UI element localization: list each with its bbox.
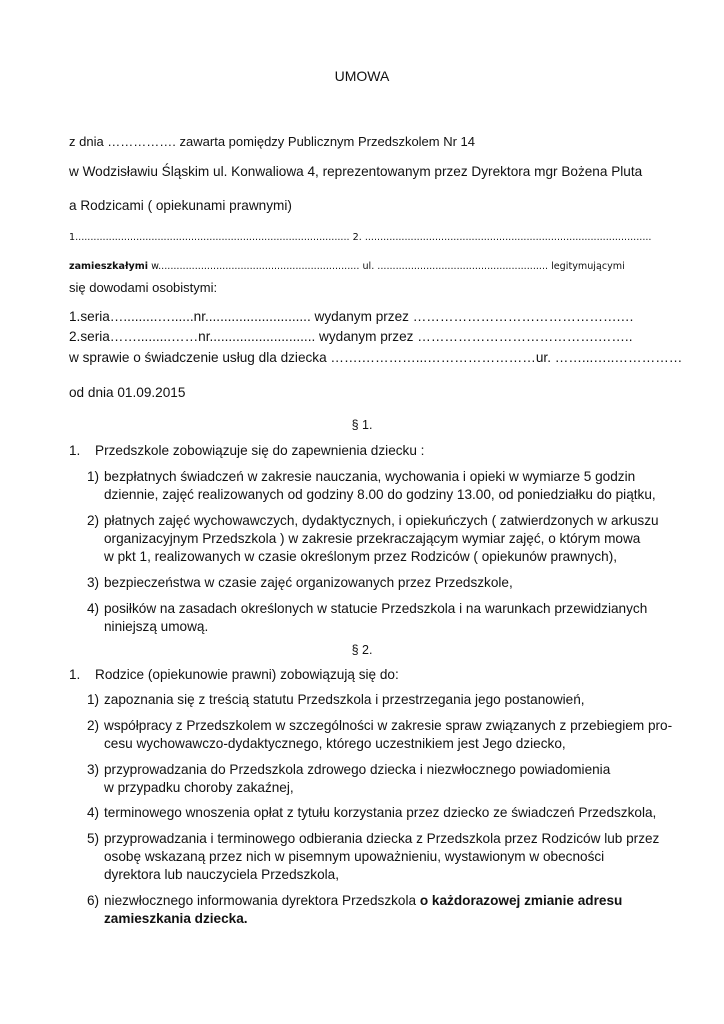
s2-item-5-number: 5)	[87, 831, 100, 846]
section-2-heading: § 2.	[351, 643, 373, 657]
s2-item-1-line-1: zapoznania się z treścią statutu Przedszkola i przestrzegania jego postanowień,	[104, 692, 585, 707]
s2-item-4-number: 4)	[87, 805, 100, 820]
parents-names-line: 1.......................................................................................... 2. ..............................................................................................	[69, 232, 652, 243]
s1-item-3-number: 3)	[87, 575, 100, 590]
id-line-1: 1.seria….........…......nr............................ wydanym przez ……………………………………….…	[69, 309, 634, 324]
s1-item-1-line-1: bezpłatnych świadczeń w zakresie nauczania, wychowania i opieki w wymiarze 5 godzin	[104, 469, 636, 484]
s2-item-2-line-2: cesu wychowawczo-dydaktycznego, którego uczestnikiem jest Jego dziecko,	[104, 736, 566, 751]
s2-item-6-bold-text: o każdorazowej zmianie adresu	[419, 893, 623, 908]
s2-item-3-line-2: w przypadku choroby zakaźnej,	[104, 780, 294, 795]
s2-item-5-line-3: dyrektora lub nauczyciela Przedszkola,	[104, 867, 339, 882]
intro-line-3: a Rodzicami ( opiekunami prawnymi)	[69, 198, 292, 213]
child-line: w sprawie o świadczenie usług dla dziecka …….…………...……………………ur. ……...…..……………	[69, 350, 683, 365]
s2-item-3-number: 3)	[87, 762, 100, 777]
intro-line-1: z dnia ……………. zawarta pomiędzy Publicznym Przedszkolem Nr 14	[69, 134, 476, 149]
s1-item-4-line-2: niniejszą umową.	[104, 619, 209, 634]
residence-rest: w.................................................................. ul. ........................................................ legitymującymi	[148, 261, 625, 272]
start-date-line: od dnia 01.09.2015	[69, 385, 186, 400]
residence-label: zamieszkałymi	[69, 261, 149, 272]
s2-item-1-number: 1)	[87, 692, 100, 707]
s1-item-4-number: 4)	[87, 601, 100, 616]
section-1-point-text: Przedszkole zobowiązuje się do zapewnienia dziecku :	[95, 443, 425, 458]
section-1-point-number: 1.	[69, 443, 81, 458]
s1-item-1-number: 1)	[87, 469, 100, 484]
s1-item-2-line-1: płatnych zajęć wychowawczych, dydaktycznych, i opiekuńczych ( zatwierdzonych w arkuszu	[104, 513, 659, 528]
s2-item-6-line-1	[104, 893, 622, 908]
s2-item-2-line-1: współpracy z Przedszkolem w szczególności w zakresie spraw związanych z przebiegiem pro-	[104, 718, 673, 733]
s2-item-6-number: 6)	[87, 893, 100, 908]
s2-item-6-line-2: zamieszkania dziecka.	[104, 911, 248, 926]
s1-item-4-line-1: posiłków na zasadach określonych w statucie Przedszkola i na warunkach przewidzianych	[104, 601, 648, 616]
s1-item-2-line-3: w pkt 1, realizowanych w czasie określonym przez Rodziców ( opiekunów prawnych),	[104, 549, 617, 564]
s2-item-6-normal-text: niezwłocznego informowania dyrektora Przedszkola	[104, 893, 420, 908]
residence-line	[69, 261, 625, 272]
s2-item-3-line-1: przyprowadzania do Przedszkola zdrowego dziecka i niezwłocznego powiadomienia	[104, 762, 611, 777]
document-title: UMOWA	[334, 68, 390, 84]
s2-item-5-line-1: przyprowadzania i terminowego odbierania dziecka z Przedszkola przez Rodziców lub przez	[104, 831, 660, 846]
s2-item-2-number: 2)	[87, 718, 100, 733]
s2-item-4-line-1: terminowego wnoszenia opłat z tytułu korzystania przez dziecko ze świadczeń Przedszkola,	[104, 805, 657, 820]
intro-line-2: w Wodzisławiu Śląskim ul. Konwaliowa 4, reprezentowanym przez Dyrektora mgr Bożena Pluta	[69, 164, 643, 179]
s1-item-3-line-1: bezpieczeństwa w czasie zajęć organizowanych przez Przedszkole,	[104, 575, 513, 590]
s1-item-1-line-2: dziennie, zajęć realizowanych od godziny 8.00 do godziny 13.00, od poniedziałku do piątku,	[104, 487, 656, 502]
id-line-2: 2.seria…….........……nr............................ wydanym przez ………………………………….……..	[69, 329, 633, 344]
id-documents-line: się dowodami osobistymi:	[69, 280, 218, 295]
s1-item-2-number: 2)	[87, 513, 100, 528]
section-2-point-number: 1.	[69, 667, 81, 682]
section-2-point-text: Rodzice (opiekunowie prawni) zobowiązują się do:	[95, 667, 399, 682]
s2-item-5-line-2: osobę wskazaną przez nich w pisemnym upoważnieniu, wystawionym w obecności	[104, 849, 605, 864]
s1-item-2-line-2: organizacyjnym Przedszkola ) w zakresie przekraczającym wymiar zajęć, o którym mowa	[104, 531, 641, 546]
section-1-heading: § 1.	[351, 418, 373, 432]
